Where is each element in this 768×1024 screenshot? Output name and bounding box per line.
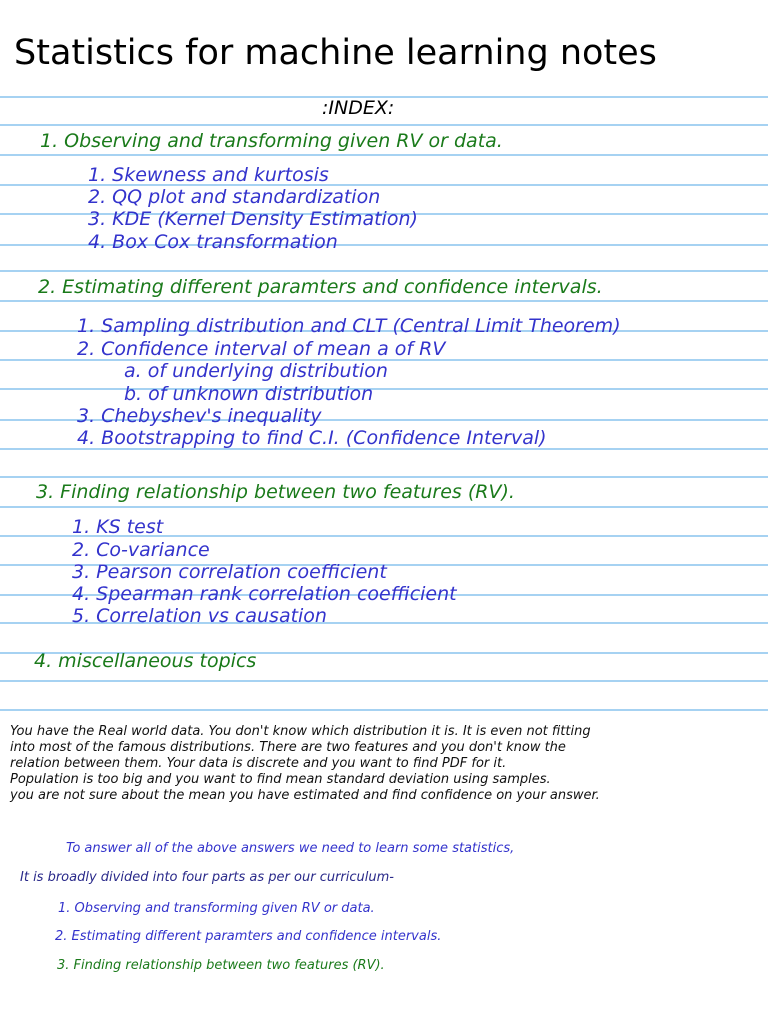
paragraph-line: Population is too big and you want to find mean standard deviation using samples. [10,772,551,787]
section-2-item: 1. Sampling distribution and CLT (Central Limit Theorem) [77,315,621,337]
section-2-subitem: b. of unknown distribution [124,383,374,405]
summary-divided: It is broadly divided into four parts as per our curriculum- [20,870,394,885]
summary-part: 1. Observing and transforming given RV or data. [58,901,375,916]
page-title: Statistics for machine learning notes [14,33,657,73]
paragraph-line: relation between them. Your data is discrete and you want to find PDF for it. [10,756,507,771]
section-1-title: 1. Observing and transforming given RV or data. [40,130,503,152]
section-1-item: 3. KDE (Kernel Density Estimation) [88,208,418,230]
paragraph-line: into most of the famous distributions. There are two features and you don't know the [10,740,566,755]
section-2-item: 4. Bootstrapping to find C.I. (Confidence Interval) [77,427,547,449]
section-2-title: 2. Estimating different paramters and confidence intervals. [38,276,603,298]
section-1-item: 2. QQ plot and standardization [88,186,381,208]
section-3-item: 3. Pearson correlation coefficient [72,561,387,583]
summary-intro: To answer all of the above answers we need to learn some statistics, [66,841,515,856]
paragraph-line: you are not sure about the mean you have estimated and find confidence on your answer. [10,788,600,803]
summary-part: 3. Finding relationship between two features (RV). [57,958,385,973]
section-3-item: 5. Correlation vs causation [72,605,327,627]
section-2-item: 3. Chebyshev's inequality [77,405,322,427]
section-2-subitem: a. of underlying distribution [124,360,388,382]
section-3-item: 1. KS test [72,516,164,538]
section-3-item: 2. Co-variance [72,539,210,561]
index-heading: :INDEX: [322,97,395,119]
section-1-item: 4. Box Cox transformation [88,231,338,253]
section-3-title: 3. Finding relationship between two features (RV). [36,481,515,503]
section-2-item: 2. Confidence interval of mean a of RV [77,338,446,360]
section-4-title: 4. miscellaneous topics [34,650,257,672]
section-3-item: 4. Spearman rank correlation coefficient [72,583,457,605]
summary-part: 2. Estimating different paramters and confidence intervals. [55,929,442,944]
section-1-item: 1. Skewness and kurtosis [88,164,329,186]
paragraph-line: You have the Real world data. You don't know which distribution it is. It is even not fitting [10,724,591,739]
